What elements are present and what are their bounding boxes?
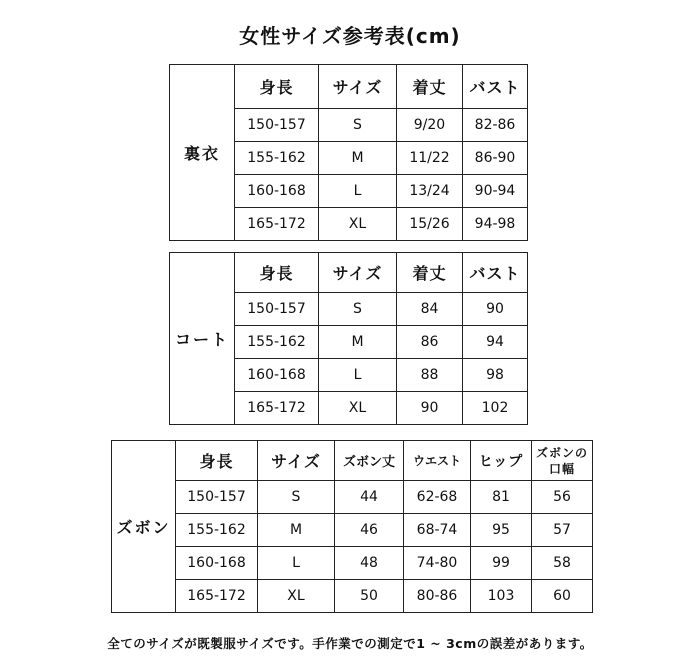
cell-size: L <box>319 359 397 392</box>
cell-size: XL <box>319 208 397 241</box>
header-row <box>170 253 528 293</box>
cell-size: M <box>258 514 335 547</box>
cell-height: 165-172 <box>235 208 319 241</box>
cell-bust: 86-90 <box>463 142 528 175</box>
cell-size: L <box>258 547 335 580</box>
table-row <box>112 547 593 580</box>
cell-height: 160-168 <box>235 175 319 208</box>
header-height: 身長 <box>176 441 258 481</box>
table-row <box>112 514 593 547</box>
cell-bust: 102 <box>463 392 528 425</box>
cell-height: 155-162 <box>176 514 258 547</box>
section-label-ura: 裏衣 <box>170 65 235 241</box>
cell-size: XL <box>258 580 335 613</box>
cell-height: 155-162 <box>235 142 319 175</box>
header-size: サイズ <box>319 253 397 293</box>
cell-size: M <box>319 326 397 359</box>
cell-hem-width: 56 <box>532 481 593 514</box>
cell-bust: 90-94 <box>463 175 528 208</box>
header-height: 身長 <box>235 65 319 109</box>
header-bust: バスト <box>463 253 528 293</box>
page-title: 女性サイズ参考表(cm) <box>239 24 461 48</box>
cell-pants-length: 48 <box>335 547 404 580</box>
table-row <box>112 481 593 514</box>
header-size: サイズ <box>258 441 335 481</box>
cell-hem-width: 58 <box>532 547 593 580</box>
cell-size: S <box>258 481 335 514</box>
cell-bust: 94-98 <box>463 208 528 241</box>
cell-bust: 94 <box>463 326 528 359</box>
cell-height: 165-172 <box>176 580 258 613</box>
header-hem-width: ズボンの口幅 <box>532 441 593 481</box>
cell-pants-length: 50 <box>335 580 404 613</box>
cell-height: 150-157 <box>235 293 319 326</box>
section-label-coat: コート <box>170 253 235 425</box>
cell-height: 150-157 <box>176 481 258 514</box>
cell-waist: 74-80 <box>404 547 471 580</box>
size-table-coat <box>169 252 528 425</box>
header-waist: ウエスト <box>404 441 471 481</box>
header-length: 着丈 <box>397 253 463 293</box>
cell-pants-length: 46 <box>335 514 404 547</box>
cell-length: 88 <box>397 359 463 392</box>
cell-size: L <box>319 175 397 208</box>
cell-hem-width: 57 <box>532 514 593 547</box>
cell-hip: 103 <box>471 580 532 613</box>
cell-size: XL <box>319 392 397 425</box>
cell-length: 84 <box>397 293 463 326</box>
cell-bust: 98 <box>463 359 528 392</box>
cell-bust: 90 <box>463 293 528 326</box>
cell-pants-length: 44 <box>335 481 404 514</box>
cell-length: 11/22 <box>397 142 463 175</box>
cell-length: 13/24 <box>397 175 463 208</box>
cell-size: M <box>319 142 397 175</box>
header-pants-length: ズボン丈 <box>335 441 404 481</box>
cell-height: 150-157 <box>235 109 319 142</box>
cell-bust: 82-86 <box>463 109 528 142</box>
cell-waist: 62-68 <box>404 481 471 514</box>
cell-hem-width: 60 <box>532 580 593 613</box>
size-table-pants <box>111 440 593 613</box>
cell-hip: 95 <box>471 514 532 547</box>
cell-waist: 80-86 <box>404 580 471 613</box>
header-row <box>112 441 593 481</box>
cell-length: 9/20 <box>397 109 463 142</box>
measurement-note: 全てのサイズが既製服サイズです。手作業での測定で1 ~ 3cmの誤差があります。 <box>107 636 593 651</box>
cell-height: 160-168 <box>176 547 258 580</box>
cell-height: 160-168 <box>235 359 319 392</box>
cell-length: 86 <box>397 326 463 359</box>
cell-length: 15/26 <box>397 208 463 241</box>
table-row <box>112 580 593 613</box>
header-bust: バスト <box>463 65 528 109</box>
header-hip: ヒップ <box>471 441 532 481</box>
cell-size: S <box>319 293 397 326</box>
cell-length: 90 <box>397 392 463 425</box>
size-table-ura <box>169 64 528 241</box>
cell-size: S <box>319 109 397 142</box>
cell-height: 165-172 <box>235 392 319 425</box>
header-size: サイズ <box>319 65 397 109</box>
header-length: 着丈 <box>397 65 463 109</box>
cell-hip: 99 <box>471 547 532 580</box>
cell-height: 155-162 <box>235 326 319 359</box>
section-label-pants: ズボン <box>112 441 176 613</box>
cell-waist: 68-74 <box>404 514 471 547</box>
header-row <box>170 65 528 109</box>
cell-hip: 81 <box>471 481 532 514</box>
header-height: 身長 <box>235 253 319 293</box>
